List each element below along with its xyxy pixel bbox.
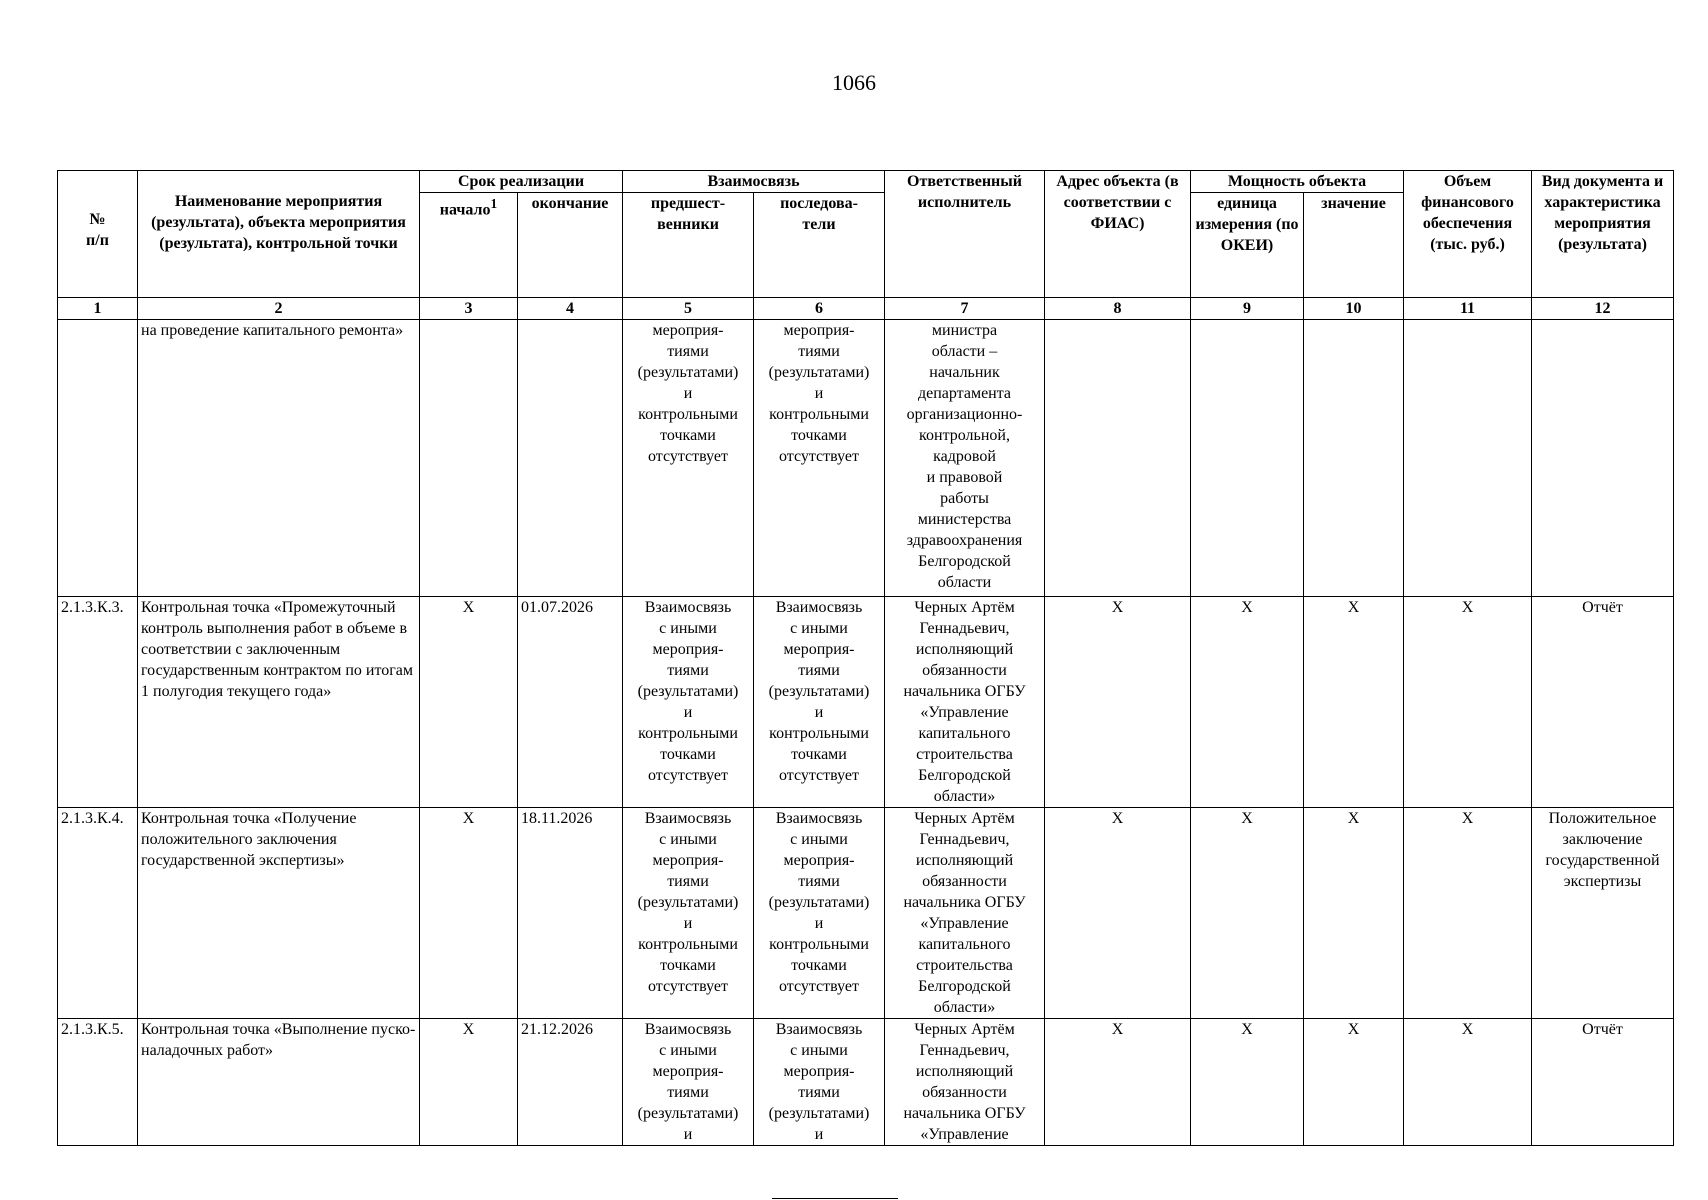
- row-num: 2.1.3.К.4.: [58, 808, 138, 1019]
- row-responsible: Черных Артём Геннадьевич, исполняющий обязанности начальника ОГБУ «Управление: [885, 1019, 1045, 1146]
- column-number: 9: [1191, 298, 1304, 320]
- header-value: значение: [1304, 193, 1404, 298]
- footnote-separator-line: [772, 1198, 898, 1199]
- column-number: 1: [58, 298, 138, 320]
- row-successors: мероприя- тиями (результатами) и контрольными точками отсутствует: [754, 320, 885, 597]
- row-document: Отчёт: [1532, 1019, 1674, 1146]
- row-num: 2.1.3.К.3.: [58, 597, 138, 808]
- events-table: [57, 170, 1674, 1146]
- table-row: [58, 320, 1674, 597]
- row-end: 01.07.2026: [518, 597, 623, 808]
- row-predecessors: Взаимосвязь с иными мероприя- тиями (результатами) и контрольными точками отсутствует: [623, 597, 754, 808]
- header-responsible: Ответственный исполнитель: [885, 171, 1045, 298]
- row-address: X: [1045, 597, 1191, 808]
- column-number: 10: [1304, 298, 1404, 320]
- column-number: 2: [138, 298, 420, 320]
- row-finance: [1404, 320, 1532, 597]
- row-name: на проведение капитального ремонта»: [138, 320, 420, 597]
- row-end: [518, 320, 623, 597]
- row-start: [420, 320, 518, 597]
- row-start: X: [420, 1019, 518, 1146]
- row-predecessors: мероприя- тиями (результатами) и контрольными точками отсутствует: [623, 320, 754, 597]
- header-start-label: начало: [439, 201, 491, 219]
- row-end: 21.12.2026: [518, 1019, 623, 1146]
- row-name: Контрольная точка «Получение положительного заключения государственной экспертизы»: [138, 808, 420, 1019]
- row-num: [58, 320, 138, 597]
- row-unit: X: [1191, 1019, 1304, 1146]
- row-value: X: [1304, 1019, 1404, 1146]
- row-start: X: [420, 808, 518, 1019]
- table-row: [58, 597, 1674, 808]
- header-row-1: [58, 171, 1674, 193]
- row-responsible: Черных Артём Геннадьевич, исполняющий обязанности начальника ОГБУ «Управление капитального строительства Белгородской области»: [885, 808, 1045, 1019]
- row-document: [1532, 320, 1674, 597]
- header-finance: Объем финансового обеспечения (тыс. руб.): [1404, 171, 1532, 298]
- column-number: 3: [420, 298, 518, 320]
- row-responsible: Черных Артём Геннадьевич, исполняющий обязанности начальника ОГБУ «Управление капитального строительства Белгородской области»: [885, 597, 1045, 808]
- row-num: 2.1.3.К.5.: [58, 1019, 138, 1146]
- header-relation: Взаимосвязь: [623, 171, 885, 193]
- row-value: X: [1304, 808, 1404, 1019]
- column-number: 4: [518, 298, 623, 320]
- row-address: X: [1045, 1019, 1191, 1146]
- table-row: [58, 808, 1674, 1019]
- row-document: Положительное заключение государственной экспертизы: [1532, 808, 1674, 1019]
- row-successors: Взаимосвязь с иными мероприя- тиями (результатами) и контрольными точками отсутствует: [754, 597, 885, 808]
- column-number: 12: [1532, 298, 1674, 320]
- row-value: [1304, 320, 1404, 597]
- column-number: 5: [623, 298, 754, 320]
- row-unit: [1191, 320, 1304, 597]
- header-capacity: Мощность объекта: [1191, 171, 1404, 193]
- header-end: окончание: [518, 193, 623, 298]
- row-start: X: [420, 597, 518, 808]
- row-predecessors: Взаимосвязь с иными мероприя- тиями (результатами) и: [623, 1019, 754, 1146]
- column-number: 8: [1045, 298, 1191, 320]
- row-finance: X: [1404, 808, 1532, 1019]
- row-name: Контрольная точка «Выполнение пуско-наладочных работ»: [138, 1019, 420, 1146]
- header-address: Адрес объекта (в соответствии с ФИАС): [1045, 171, 1191, 298]
- row-address: X: [1045, 808, 1191, 1019]
- row-unit: X: [1191, 597, 1304, 808]
- column-number: 6: [754, 298, 885, 320]
- row-value: X: [1304, 597, 1404, 808]
- column-number: 7: [885, 298, 1045, 320]
- header-start: [420, 193, 518, 298]
- header-document: Вид документа и характеристика мероприятия (результата): [1532, 171, 1674, 298]
- header-period: Срок реализации: [420, 171, 623, 193]
- table-row: [58, 1019, 1674, 1146]
- header-num: № п/п: [58, 171, 138, 298]
- row-address: [1045, 320, 1191, 597]
- row-predecessors: Взаимосвязь с иными мероприя- тиями (результатами) и контрольными точками отсутствует: [623, 808, 754, 1019]
- row-finance: X: [1404, 1019, 1532, 1146]
- header-predecessors: предшест- венники: [623, 193, 754, 298]
- page-number: 1066: [832, 70, 876, 95]
- header-successors: последова- тели: [754, 193, 885, 298]
- row-successors: Взаимосвязь с иными мероприя- тиями (результатами) и: [754, 1019, 885, 1146]
- row-responsible: министра области – начальник департамента организационно- контрольной, кадровой и правовой работы министерства здравоохранения Белгородской области: [885, 320, 1045, 597]
- column-numbers-row: [58, 298, 1674, 320]
- column-number: 11: [1404, 298, 1532, 320]
- row-name: Контрольная точка «Промежуточный контроль выполнения работ в объеме в соответствии с заключенным государственным контрактом по итогам 1 полугодия текущего года»: [138, 597, 420, 808]
- header-name: Наименование мероприятия (результата), объекта мероприятия (результата), контрольной точки: [138, 171, 420, 298]
- row-end: 18.11.2026: [518, 808, 623, 1019]
- footnote-marker: 1: [490, 196, 498, 211]
- row-unit: X: [1191, 808, 1304, 1019]
- row-finance: X: [1404, 597, 1532, 808]
- row-document: Отчёт: [1532, 597, 1674, 808]
- header-unit: единица измерения (по ОКЕИ): [1191, 193, 1304, 298]
- row-successors: Взаимосвязь с иными мероприя- тиями (результатами) и контрольными точками отсутствует: [754, 808, 885, 1019]
